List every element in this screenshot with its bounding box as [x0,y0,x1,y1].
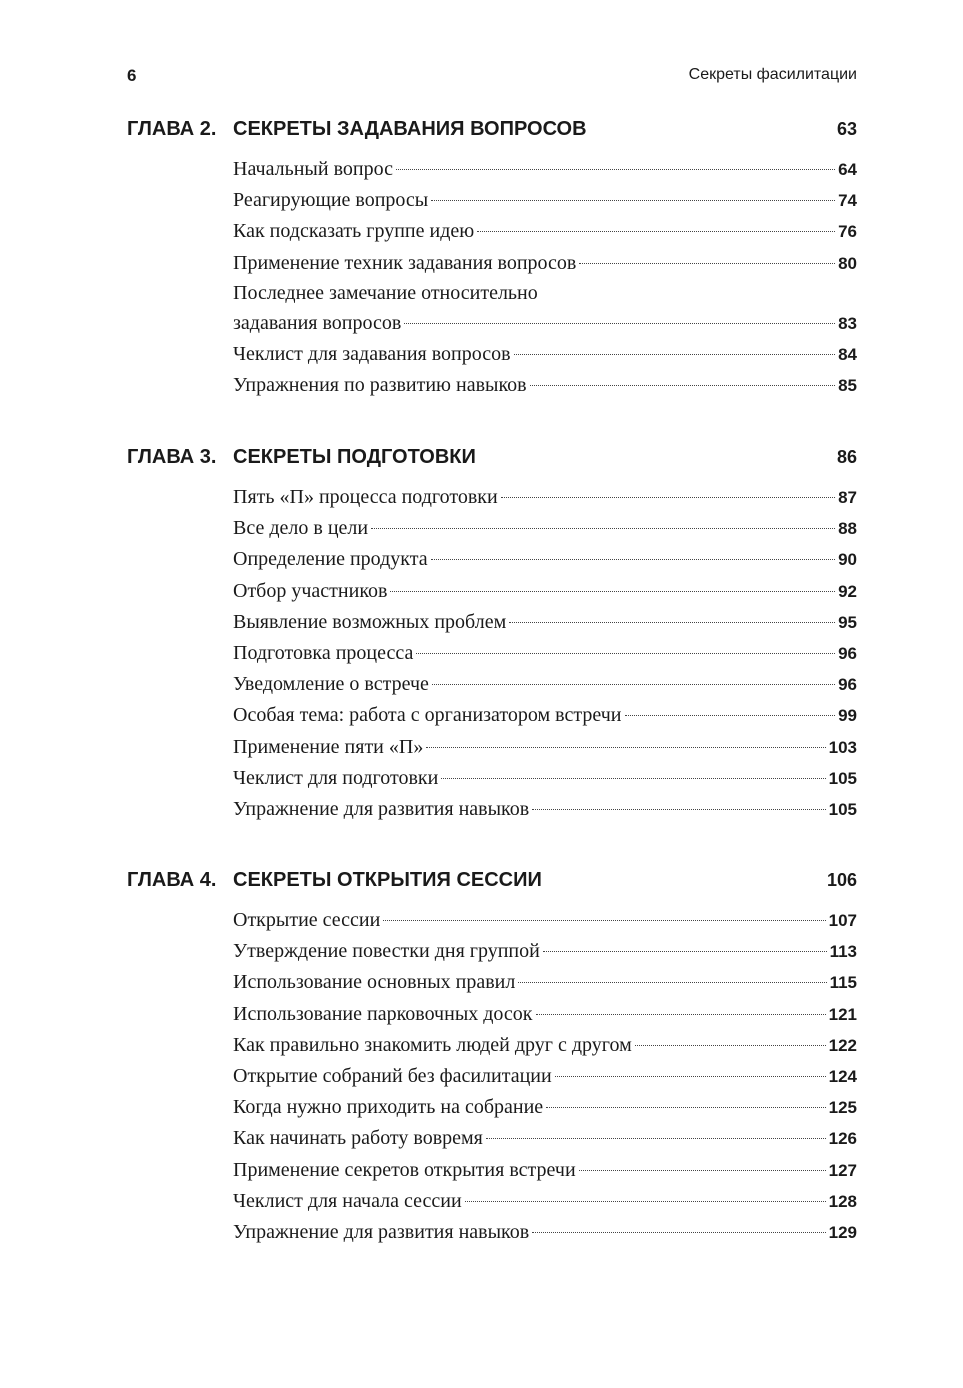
toc-entry[interactable] [233,370,857,401]
entry-page-number: 90 [838,550,857,570]
chapter-heading[interactable] [127,118,857,154]
toc-entry[interactable] [233,154,857,185]
entry-page-number: 122 [828,1035,857,1055]
toc-entry[interactable] [233,1092,857,1123]
dot-leader [465,1201,826,1202]
dot-leader [543,951,827,952]
entry-page-number: 87 [838,488,857,507]
entry-title: Подготовка процесса [233,641,414,664]
entry-title: Упражнения по развитию навыков [233,373,527,396]
toc-entry[interactable] [233,248,857,279]
entry-page-number: 113 [829,942,857,962]
dot-leader [579,263,835,264]
entry-title: Использование парковочных досок [233,1002,533,1025]
entry-title: Утверждение повестки дня группой [233,940,540,963]
dot-leader [635,1045,826,1046]
entry-page-number: 121 [828,1004,857,1024]
toc-entry[interactable] [233,905,857,936]
entry-title: Выявление возможных проблем [233,610,507,633]
entry-title: Открытие сессии [233,909,381,931]
dot-leader [536,1014,826,1015]
entry-list [233,482,857,825]
dot-leader [555,1076,826,1077]
entry-page-number: 95 [838,612,857,632]
running-header [127,66,857,90]
dot-leader [477,231,835,232]
dot-leader [416,653,835,654]
entry-page-number: 129 [828,1222,857,1242]
toc-entry[interactable] [233,544,857,575]
toc-entry[interactable] [233,482,857,513]
entry-list [233,905,857,1248]
entry-title: Чеклист для начала сессии [233,1189,462,1212]
toc-entry[interactable] [233,185,857,216]
entry-page-number: 115 [829,973,857,993]
dot-leader [501,497,835,498]
entry-page-number: 80 [838,253,857,273]
entry-page-number: 103 [828,737,857,757]
entry-title: Открытие собраний без фасилитации [233,1064,552,1087]
chapter-label: ГЛАВА 4. [127,869,217,891]
entry-title: Как подсказать группе идею [233,220,475,243]
dot-leader [486,1138,826,1139]
book-title: Секреты фасилитации [688,66,857,83]
entry-page-number: 88 [838,519,857,539]
toc-entry[interactable] [233,1061,857,1092]
toc-entry[interactable] [233,967,857,998]
dot-leader [371,528,835,529]
entry-title: Начальный вопрос [233,158,393,180]
entry-title: Особая тема: работа с организатором встречи [233,704,622,727]
toc-entry[interactable] [233,936,857,967]
entry-page-number: 105 [828,768,857,788]
toc-entry[interactable] [233,279,857,339]
entry-title: Все дело в цели [233,517,369,540]
dot-leader [383,920,825,921]
dot-leader [530,385,835,386]
dot-leader [431,200,835,201]
dot-leader [579,1170,826,1171]
entry-page-number: 85 [838,375,857,395]
entry-title: Упражнение для развития навыков [233,797,530,820]
toc-entry[interactable] [233,999,857,1030]
toc-entry[interactable] [233,1030,857,1061]
toc-entry[interactable] [233,1186,857,1217]
chapter-page-number: 86 [836,447,857,467]
dot-leader [518,982,826,983]
toc-entry[interactable] [233,700,857,731]
entry-title: Как начинать работу вовремя [233,1127,483,1150]
toc-entry[interactable] [233,576,857,607]
entry-page-number: 92 [838,581,857,601]
chapter-label: ГЛАВА 3. [127,446,217,468]
entry-page-number: 127 [828,1160,857,1180]
entry-page-number: 126 [828,1129,857,1149]
entry-page-number: 124 [828,1066,857,1086]
entry-page-number: 128 [828,1191,857,1211]
entry-title: Использование основных правил [233,971,516,994]
chapter-title: СЕКРЕТЫ ПОДГОТОВКИ [233,446,476,468]
chapter-section [127,118,857,401]
dot-leader [625,715,836,716]
dot-leader [514,354,836,355]
entry-title-continued: задавания вопросов [233,311,402,334]
chapter-page-number: 106 [826,870,857,890]
entry-title: Упражнение для развития навыков [233,1220,530,1243]
entry-title: Отбор участников [233,579,388,602]
entry-page-number: 64 [838,160,857,179]
entry-page-number: 99 [838,706,857,726]
chapter-title: СЕКРЕТЫ ОТКРЫТИЯ СЕССИИ [233,869,542,891]
dot-leader [441,778,825,779]
dot-leader [431,559,836,560]
toc-entry[interactable] [233,638,857,669]
toc-entry[interactable] [233,732,857,763]
entry-list [233,154,857,401]
toc-entry[interactable] [233,669,857,700]
toc-entry[interactable] [233,216,857,247]
dot-leader [509,622,835,623]
entry-title: Пять «П» процесса подготовки [233,486,498,508]
chapter-title: СЕКРЕТЫ ЗАДАВАНИЯ ВОПРОСОВ [233,118,587,140]
entry-page-number: 84 [838,344,857,364]
chapter-label: ГЛАВА 2. [127,118,217,140]
dot-leader [426,747,825,748]
dot-leader [404,323,835,324]
dot-leader [390,591,835,592]
entry-title: Чеклист для подготовки [233,766,439,789]
toc-entry[interactable] [233,1217,857,1248]
toc-entry[interactable] [233,794,857,825]
entry-page-number: 76 [838,222,857,242]
entry-title: Когда нужно приходить на собрание [233,1096,544,1119]
entry-title: Уведомление о встрече [233,673,429,696]
entry-page-number: 96 [838,675,857,695]
chapter-heading[interactable] [127,446,857,482]
dot-leader [432,684,835,685]
entry-page-number: 74 [838,191,857,211]
entry-page-number: 83 [838,313,857,333]
chapter-heading[interactable] [127,869,857,905]
page-number: 6 [127,66,137,85]
dot-leader [532,809,825,810]
entry-title: Последнее замечание относительно [233,281,538,304]
chapter-section [127,446,857,825]
dot-leader [546,1107,825,1108]
chapter-page-number: 63 [836,119,857,139]
entry-title: Реагирующие вопросы [233,189,429,212]
toc-entry[interactable] [233,513,857,544]
entry-title: Как правильно знакомить людей друг с другом [233,1033,632,1056]
dot-leader [396,169,835,170]
entry-title: Применение техник задавания вопросов [233,251,577,274]
entry-page-number: 107 [828,911,857,930]
entry-title: Применение секретов открытия встречи [233,1158,576,1181]
chapter-section [127,869,857,1248]
entry-title: Применение пяти «П» [233,735,424,758]
toc-entry[interactable] [233,1123,857,1154]
toc-entry[interactable] [233,1155,857,1186]
toc-entry[interactable] [233,607,857,638]
entry-title: Чеклист для задавания вопросов [233,342,511,365]
entry-title: Определение продукта [233,548,428,571]
entry-page-number: 105 [828,799,857,819]
entry-page-number: 96 [838,643,857,663]
toc-entry[interactable] [233,763,857,794]
dot-leader [532,1232,825,1233]
toc-entry[interactable] [233,339,857,370]
entry-page-number: 125 [828,1098,857,1118]
